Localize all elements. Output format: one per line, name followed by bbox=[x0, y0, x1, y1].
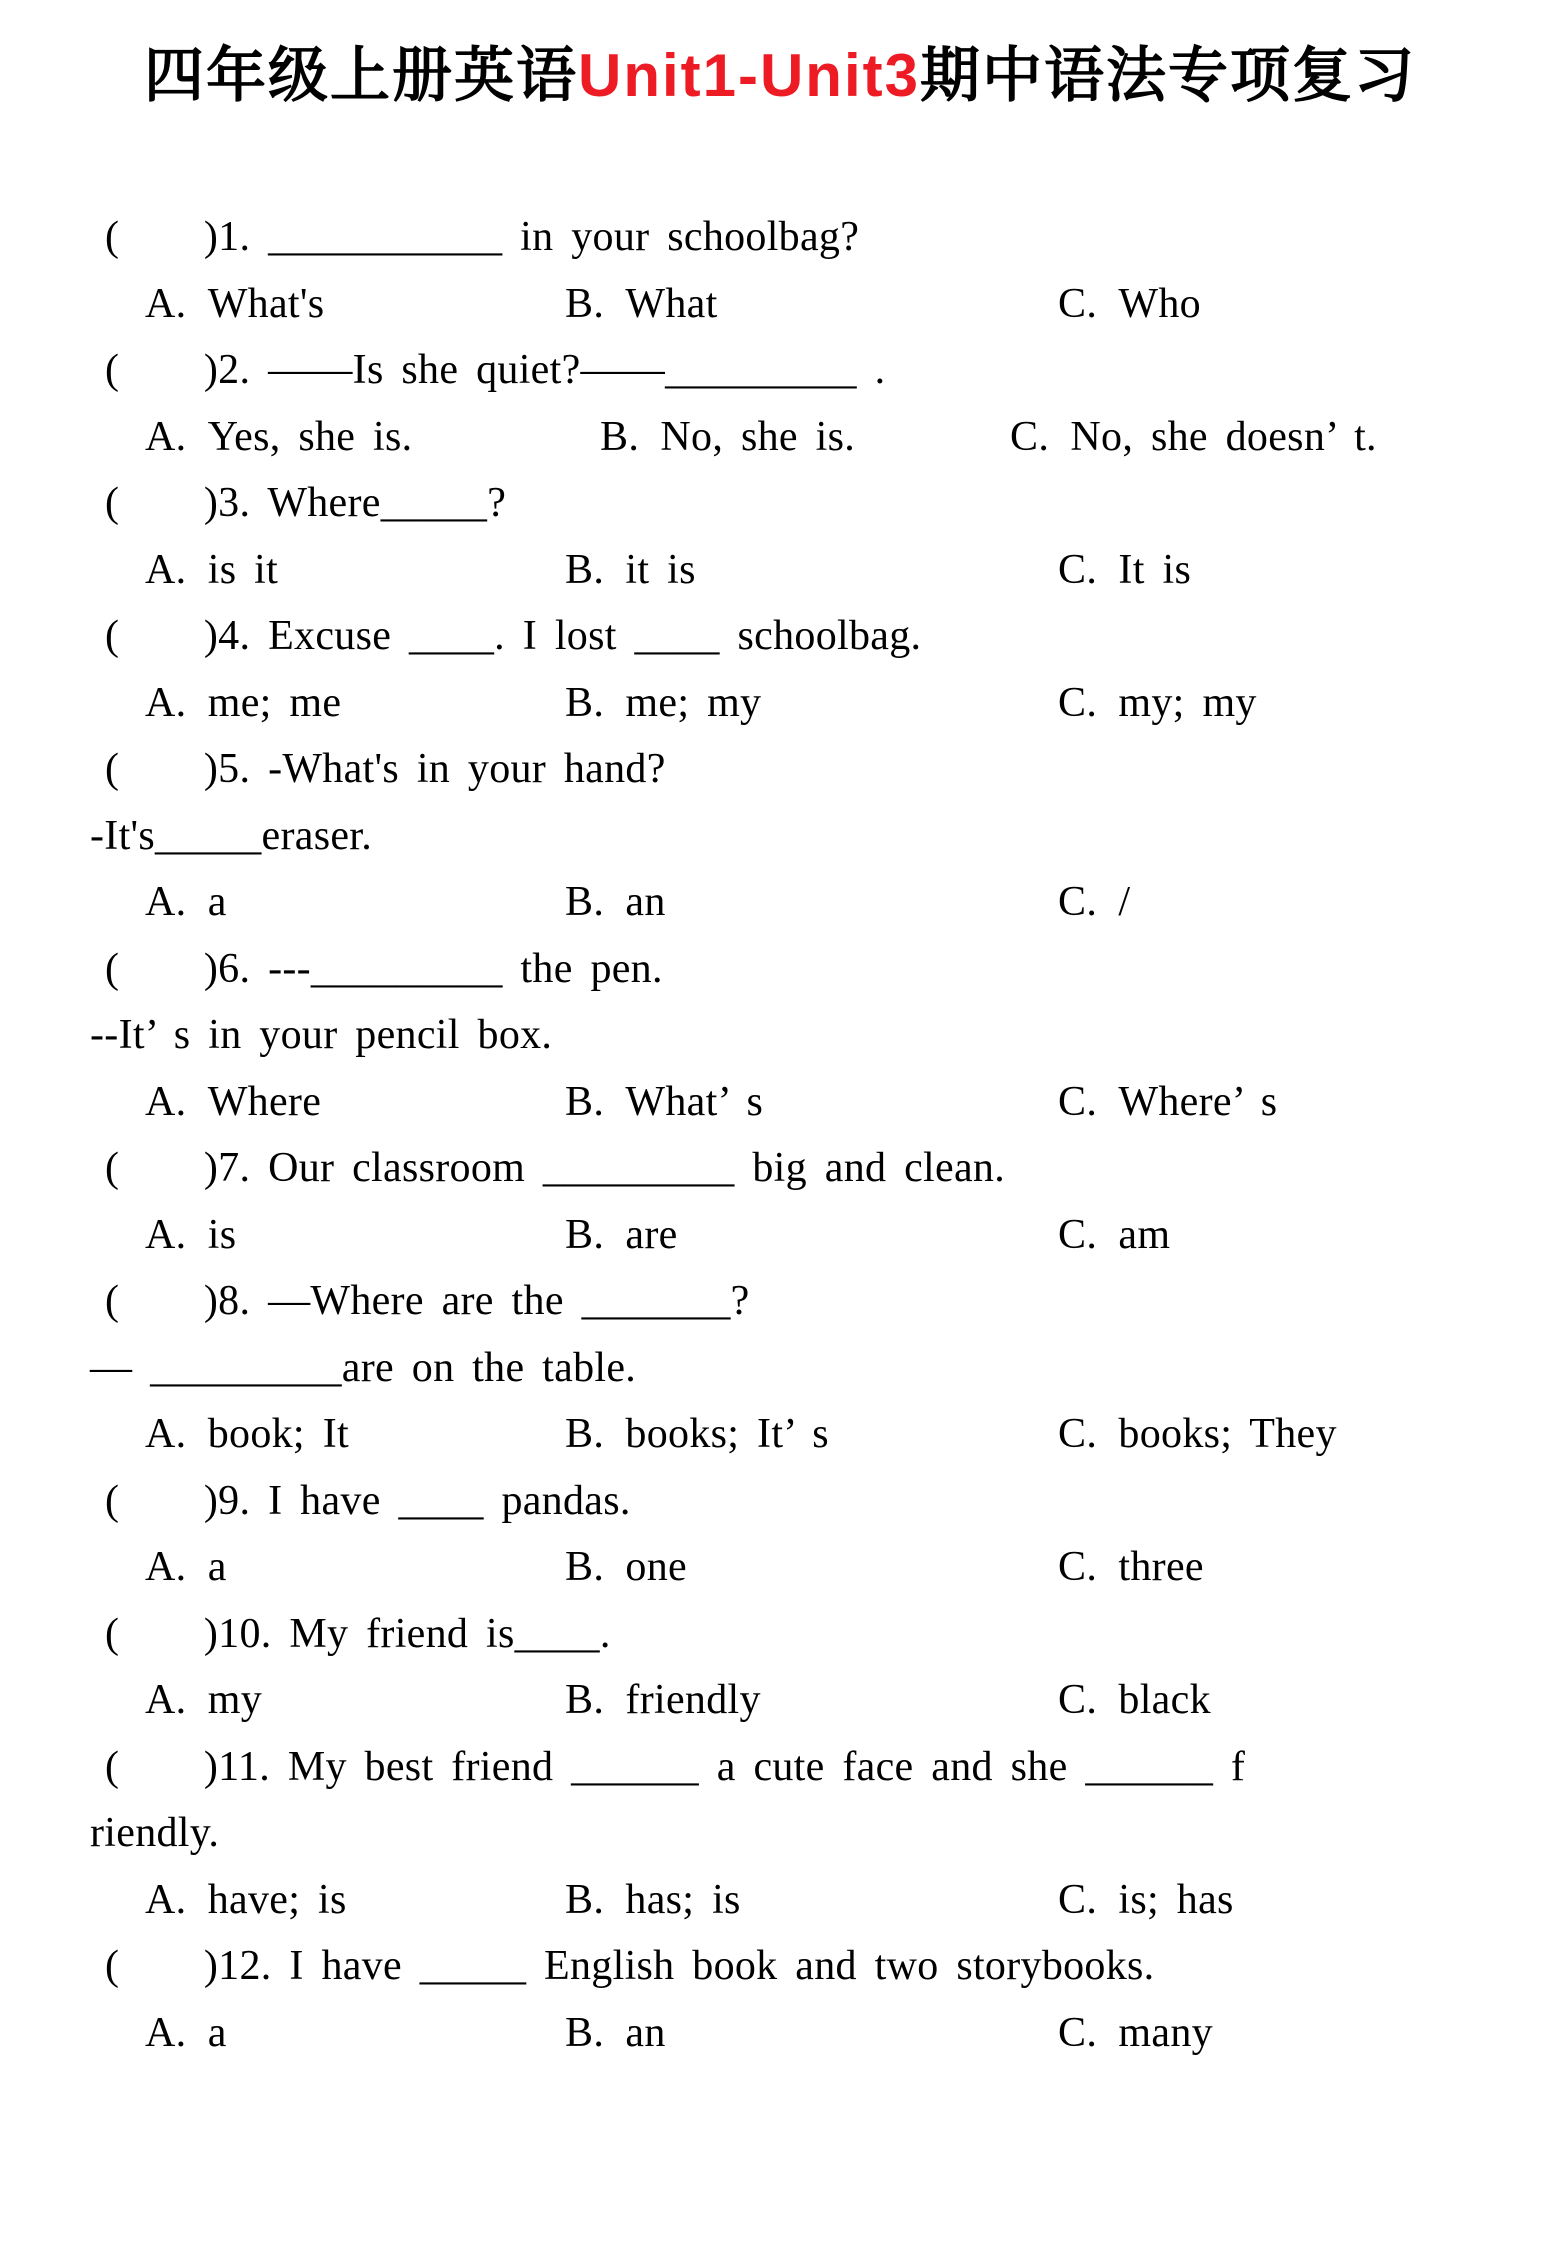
question-7-option-a: A. is bbox=[145, 1211, 237, 1258]
question-5-option-a: A. a bbox=[145, 879, 227, 925]
title-black-right: 期中语法专项复习 bbox=[919, 42, 1416, 109]
question-5-options bbox=[0, 869, 1560, 936]
question-11-stem-continued: riendly. bbox=[90, 1810, 220, 1856]
question-2 bbox=[0, 337, 1560, 470]
question-6-options bbox=[0, 1069, 1560, 1136]
question-7-option-b: B. are bbox=[565, 1211, 678, 1258]
question-8-option-b: B. books; It’ s bbox=[565, 1411, 829, 1457]
question-6-option-a: A. Where bbox=[145, 1078, 322, 1125]
question-2-option-b: B. No, she is. bbox=[600, 413, 856, 460]
question-10-option-b: B. friendly bbox=[565, 1677, 761, 1723]
question-6-stem: ( )6. ---_________ the pen. bbox=[105, 945, 663, 992]
question-8-stem-continued: — _________are on the table. bbox=[90, 1344, 637, 1391]
question-12-option-a: A. a bbox=[145, 2009, 227, 2056]
question-8-option-a: A. book; It bbox=[145, 1411, 349, 1457]
question-4 bbox=[0, 603, 1560, 736]
question-5-stem: ( )5. -What's in your hand? bbox=[105, 746, 666, 792]
question-7-option-c: C. am bbox=[1058, 1211, 1171, 1258]
question-4-stem: ( )4. Excuse ____. I lost ____ schoolbag. bbox=[105, 613, 922, 659]
question-1-options bbox=[0, 271, 1560, 338]
question-11-option-a: A. have; is bbox=[145, 1876, 347, 1923]
page-title bbox=[0, 40, 1560, 112]
question-3-stem: ( )3. Where_____? bbox=[105, 480, 507, 526]
question-12-options bbox=[0, 2000, 1560, 2067]
question-11-options bbox=[0, 1867, 1560, 1934]
question-3-option-b: B. it is bbox=[565, 546, 696, 593]
question-9-stem: ( )9. I have ____ pandas. bbox=[105, 1477, 631, 1524]
question-list bbox=[0, 204, 1560, 2066]
title-red-units: Unit1-Unit3 bbox=[578, 42, 920, 109]
question-4-options bbox=[0, 670, 1560, 737]
question-9-option-b: B. one bbox=[565, 1544, 687, 1590]
question-11 bbox=[0, 1734, 1560, 1934]
title-black-left: 四年级上册英语 bbox=[144, 42, 578, 109]
question-7-stem: ( )7. Our classroom _________ big and clean. bbox=[105, 1145, 1005, 1191]
question-1-stem: ( )1. ___________ in your schoolbag? bbox=[105, 214, 860, 260]
question-4-option-c: C. my; my bbox=[1058, 679, 1257, 726]
question-3-options bbox=[0, 537, 1560, 604]
question-9-option-a: A. a bbox=[145, 1544, 227, 1590]
question-10 bbox=[0, 1601, 1560, 1734]
question-12-stem: ( )12. I have _____ English book and two storybooks. bbox=[105, 1943, 1155, 1989]
question-8-stem: ( )8. —Where are the _______? bbox=[105, 1278, 750, 1324]
question-1 bbox=[0, 204, 1560, 337]
question-2-option-a: A. Yes, she is. bbox=[145, 413, 413, 460]
question-2-options bbox=[0, 404, 1560, 471]
question-10-options bbox=[0, 1667, 1560, 1734]
question-3-option-a: A. is it bbox=[145, 546, 279, 593]
question-6-option-b: B. What’ s bbox=[565, 1078, 764, 1125]
question-9-option-c: C. three bbox=[1058, 1544, 1204, 1590]
question-8-options bbox=[0, 1401, 1560, 1468]
question-9 bbox=[0, 1468, 1560, 1601]
question-6 bbox=[0, 936, 1560, 1136]
question-1-option-a: A. What's bbox=[145, 280, 325, 327]
question-1-option-c: C. Who bbox=[1058, 280, 1201, 327]
question-10-stem: ( )10. My friend is____. bbox=[105, 1610, 611, 1657]
question-5 bbox=[0, 736, 1560, 936]
question-8-option-c: C. books; They bbox=[1058, 1411, 1337, 1457]
question-7-options bbox=[0, 1202, 1560, 1269]
question-11-stem: ( )11. My best friend ______ a cute face and she ______ f bbox=[105, 1743, 1246, 1790]
question-12 bbox=[0, 1933, 1560, 2066]
question-5-option-c: C. / bbox=[1058, 879, 1131, 925]
question-4-option-a: A. me; me bbox=[145, 679, 342, 726]
question-3 bbox=[0, 470, 1560, 603]
question-8 bbox=[0, 1268, 1560, 1468]
question-10-option-c: C. black bbox=[1058, 1677, 1211, 1723]
question-6-stem-continued: --It’ s in your pencil box. bbox=[90, 1012, 553, 1058]
question-3-option-c: C. It is bbox=[1058, 546, 1192, 593]
question-2-option-c: C. No, she doesn’ t. bbox=[1010, 413, 1377, 460]
question-12-option-c: C. many bbox=[1058, 2009, 1213, 2056]
question-4-option-b: B. me; my bbox=[565, 679, 762, 726]
question-2-stem: ( )2. ——Is she quiet?——_________ . bbox=[105, 347, 886, 393]
question-1-option-b: B. What bbox=[565, 280, 718, 327]
question-9-options bbox=[0, 1534, 1560, 1601]
question-11-option-c: C. is; has bbox=[1058, 1876, 1234, 1923]
question-5-option-b: B. an bbox=[565, 879, 666, 925]
question-6-option-c: C. Where’ s bbox=[1058, 1078, 1278, 1125]
question-11-option-b: B. has; is bbox=[565, 1876, 741, 1923]
question-5-stem-continued: -It's_____eraser. bbox=[90, 812, 373, 859]
question-12-option-b: B. an bbox=[565, 2009, 666, 2056]
question-7 bbox=[0, 1135, 1560, 1268]
question-10-option-a: A. my bbox=[145, 1677, 262, 1723]
